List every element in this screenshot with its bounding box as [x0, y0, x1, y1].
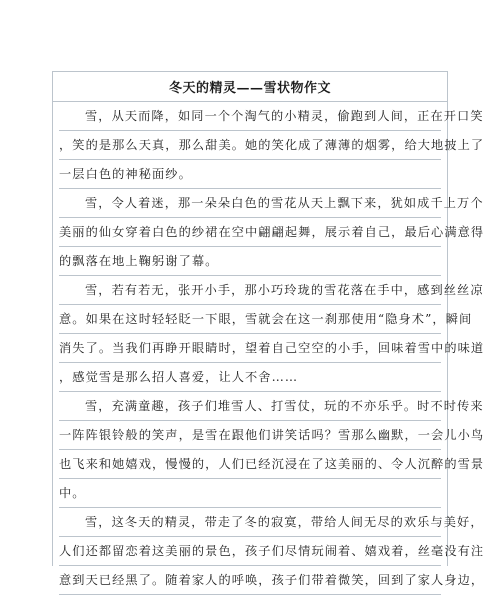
text-line: 意到天已经黑了。随着家人的呼唤，孩子们带着微笑，回到了家人身边， — [59, 566, 441, 595]
paragraph-1 — [53, 102, 485, 189]
text-line: 雪，这冬天的精灵，带走了冬的寂寞，带给人间无尽的欢乐与美好， — [59, 508, 441, 537]
text-line: ，笑的是那么天真，那么甜美。她的笑化成了薄薄的烟雾，给大地披上了 — [59, 131, 441, 160]
text-line: 的飘落在地上鞠躬谢了幕。 — [59, 247, 441, 276]
text-line: 一阵阵银铃般的笑声，是雪在跟他们讲笑话吗？雪那么幽默，一会儿小鸟 — [59, 421, 441, 450]
text-line: ，感觉雪是那么招人喜爱，让人不舍…… — [59, 363, 441, 392]
text-line: 也飞来和她嬉戏，慢慢的，人们已经沉浸在了这美丽的、令人沉醉的雪景 — [59, 450, 441, 479]
text-line: 美丽的仙女穿着白色的纱裙在空中翩翩起舞，展示着自己，最后心满意得 — [59, 218, 441, 247]
document-title: 冬天的精灵——雪状物作文 — [53, 72, 447, 102]
text-line: 雪，令人着迷，那一朵朵白色的雪花从天上飘下来，犹如成千上万个 — [59, 189, 441, 218]
text-line: 一层白色的神秘面纱。 — [59, 160, 441, 189]
text-line: 雪，充满童趣，孩子们堆雪人、打雪仗，玩的不亦乐乎。时不时传来 — [59, 392, 441, 421]
text-line: 人们还都留恋着这美丽的景色，孩子们尽情玩闹着、嬉戏着，丝毫没有注 — [59, 537, 441, 566]
text-line: 中。 — [59, 479, 441, 508]
document-page — [52, 71, 485, 587]
paragraph-2 — [53, 189, 485, 276]
text-line: 消失了。当我们再睁开眼睛时，望着自己空空的小手，回味着雪中的味道 — [59, 334, 441, 363]
paragraph-3 — [53, 276, 485, 392]
text-line: 雪，若有若无，张开小手，那小巧玲珑的雪花落在手中，感到丝丝凉 — [59, 276, 441, 305]
paragraph-4 — [53, 392, 485, 508]
text-line: 雪，从天而降，如同一个个淘气的小精灵，偷跑到人间，正在开口笑 — [59, 102, 441, 131]
text-line: 意。如果在这时轻轻眨一下眼，雪就会在这一刹那使用“隐身术”，瞬间 — [59, 305, 441, 334]
paragraph-5 — [53, 508, 485, 595]
